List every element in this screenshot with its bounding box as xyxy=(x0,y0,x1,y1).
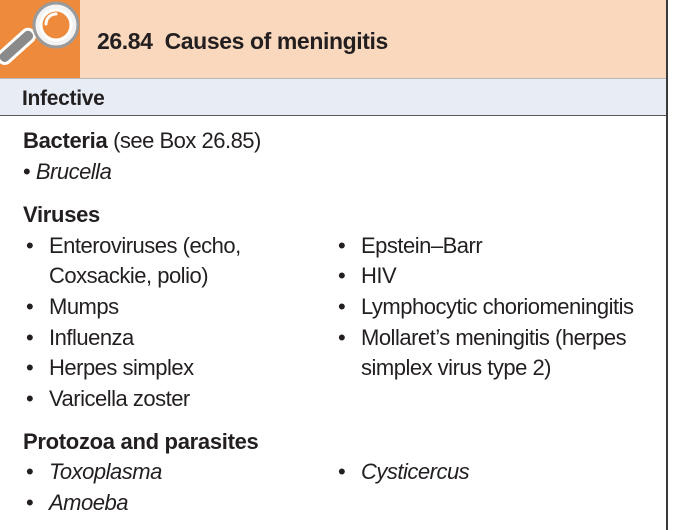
bullet: • xyxy=(26,325,34,350)
virus-left-item: Influenza xyxy=(49,325,134,350)
bullet: • xyxy=(338,294,346,319)
virus-left-item: Mumps xyxy=(49,294,119,319)
protozoa-left-item: Toxoplasma xyxy=(49,459,162,484)
bullet: • xyxy=(26,294,34,319)
box-title-text: Causes of meningitis xyxy=(164,28,388,54)
bacteria-item: Brucella xyxy=(35,159,112,184)
bullet: • xyxy=(338,325,346,350)
protozoa-right-item: Cysticercus xyxy=(361,459,470,484)
viruses-heading: Viruses xyxy=(23,202,100,227)
bullet: • xyxy=(26,233,34,258)
virus-left-item: Herpes simplex xyxy=(49,355,194,380)
bullet: • xyxy=(338,459,346,484)
virus-right-item: HIV xyxy=(361,263,397,288)
bullet: • xyxy=(338,233,346,258)
protozoa-heading: Protozoa and parasites xyxy=(23,429,259,454)
section-title: Infective xyxy=(22,87,105,110)
box-header xyxy=(0,0,666,78)
virus-left-item: Varicella zoster xyxy=(49,386,190,411)
virus-right-item: simplex virus type 2) xyxy=(361,355,552,380)
bacteria-heading-line xyxy=(23,128,261,154)
bacteria-note: (see Box 26.85) xyxy=(113,128,261,153)
section-subheader xyxy=(0,78,666,116)
virus-right-item: Lymphocytic choriomeningitis xyxy=(361,294,634,319)
protozoa-left-item: Amoeba xyxy=(49,490,128,515)
bullet: • xyxy=(338,263,346,288)
bullet: • xyxy=(26,459,34,484)
bullet: • xyxy=(26,386,34,411)
bullet: • xyxy=(23,159,31,184)
bacteria-heading: Bacteria xyxy=(23,128,108,153)
list-item xyxy=(23,159,111,185)
bullet: • xyxy=(26,490,34,515)
virus-left-item: Coxsackie, polio) xyxy=(49,263,209,288)
magnifier-icon xyxy=(0,0,90,78)
virus-right-item: Mollaret’s meningitis (herpes xyxy=(361,325,627,350)
box-title xyxy=(97,28,388,55)
box-number: 26.84 xyxy=(97,28,153,54)
virus-right-item: Epstein–Barr xyxy=(361,233,483,258)
virus-left-item: Enteroviruses (echo, xyxy=(49,233,241,258)
bullet: • xyxy=(26,355,34,380)
